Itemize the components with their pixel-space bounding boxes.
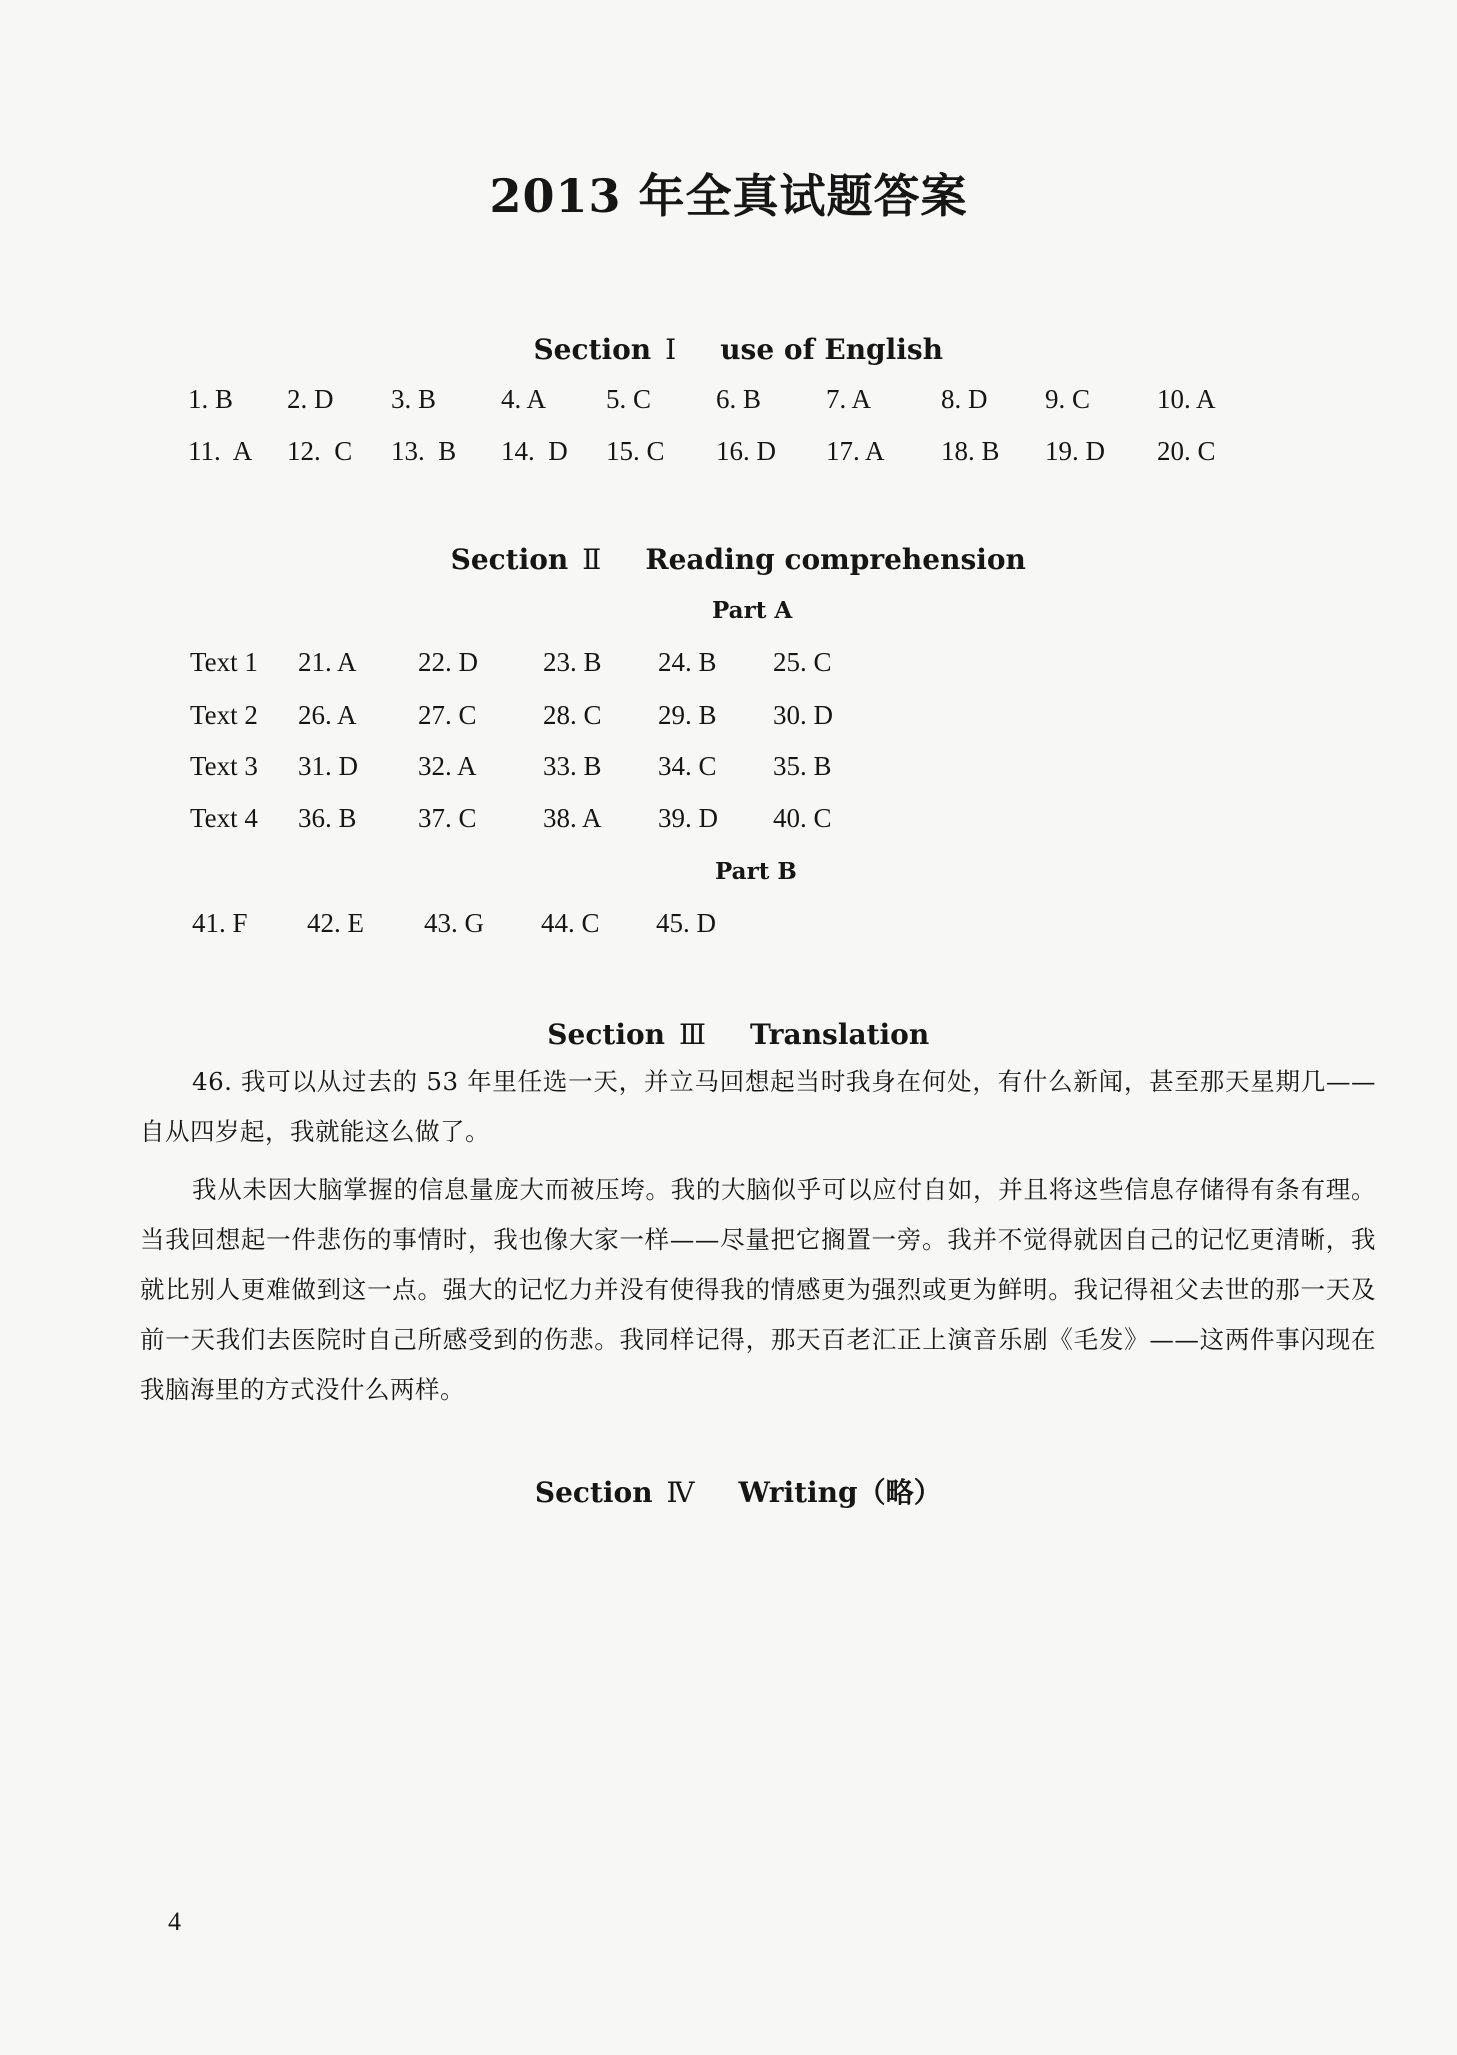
answer-34: 34. C — [658, 751, 717, 781]
answer-42: 42. E — [307, 908, 364, 938]
answer-32: 32. A — [418, 751, 477, 781]
answer-41: 41. F — [192, 908, 248, 938]
section-4-numeral: Ⅳ — [666, 1476, 695, 1509]
answer-13: 13. B — [391, 436, 457, 466]
answer-3: 3. B — [391, 384, 437, 414]
answer-33: 33. B — [543, 751, 602, 781]
section-3-label: Section — [547, 1018, 665, 1051]
text-4-label: Text 4 — [190, 803, 258, 833]
answer-8: 8. D — [941, 384, 988, 414]
answer-31: 31. D — [298, 751, 358, 781]
answer-10: 10. A — [1157, 384, 1216, 414]
translation-paragraph-1: 46. 我可以从过去的 53 年里任选一天，并立马回想起当时我身在何处，有什么新闻，甚至那天星期几——自从四岁起，我就能这么做了。 — [140, 1067, 1376, 1146]
answer-26: 26. A — [298, 700, 357, 730]
answer-7: 7. A — [826, 384, 872, 414]
answer-44: 44. C — [541, 908, 600, 938]
answer-43: 43. G — [424, 908, 484, 938]
section-4-name: Writing（略） — [738, 1476, 942, 1509]
section-1-heading — [0, 300, 1457, 366]
answer-40: 40. C — [773, 803, 832, 833]
section-2-label: Section — [450, 543, 569, 576]
answer-35: 35. B — [773, 751, 832, 781]
answer-14: 14. D — [501, 436, 568, 466]
section-3-numeral: Ⅲ — [678, 1018, 706, 1051]
page-number: 4 — [168, 1907, 181, 1936]
answer-45: 45. D — [656, 908, 716, 938]
answer-9: 9. C — [1045, 384, 1091, 414]
part-b-heading: Part B — [715, 858, 797, 885]
answer-37: 37. C — [418, 803, 477, 833]
answer-12: 12. C — [287, 436, 353, 466]
page-title: 2013 年全真试题答案 — [489, 169, 968, 223]
answer-36: 36. B — [298, 803, 357, 833]
text-1-label: Text 1 — [190, 647, 258, 677]
section-4-label: Section — [534, 1476, 653, 1509]
section-1-label: Section — [533, 333, 652, 366]
section-2-name: Reading comprehension — [645, 543, 1026, 576]
section-1-numeral: Ⅰ — [665, 333, 677, 366]
answer-39: 39. D — [658, 803, 718, 833]
section-3-name: Translation — [750, 1018, 930, 1051]
answer-30: 30. D — [773, 700, 833, 730]
answer-2: 2. D — [287, 384, 334, 414]
translation-paragraph-2: 我从未因大脑掌握的信息量庞大而被压垮。我的大脑似乎可以应付自如，并且将这些信息存储得有条有理。当我回想起一件悲伤的事情时，我也像大家一样——尽量把它搁置一旁。我并不觉得就因自己的记忆更清晰，我就比别人更难做到这一点。强大的记忆力并没有使得我的情感更为强烈或更为鲜明。我记得祖父去世的那一天及前一天我们去医院时自己所感受到的伤悲。我同样记得，那天百老汇正上演音乐剧《毛发》——这两件事闪现在我脑海里的方式没什么两样。 — [140, 1175, 1376, 1404]
answer-25: 25. C — [773, 647, 832, 677]
answer-18: 18. B — [941, 436, 1000, 466]
section-3-heading — [0, 985, 1457, 1051]
section-2-numeral: Ⅱ — [582, 543, 602, 576]
answer-24: 24. B — [658, 647, 717, 677]
part-a-heading: Part A — [712, 597, 793, 624]
section-4-heading — [0, 1438, 1457, 1511]
answer-16: 16. D — [716, 436, 776, 466]
answer-21: 21. A — [298, 647, 357, 677]
answer-27: 27. C — [418, 700, 477, 730]
answer-6: 6. B — [716, 384, 762, 414]
answer-20: 20. C — [1157, 436, 1216, 466]
answer-5: 5. C — [606, 384, 652, 414]
answer-4: 4. A — [501, 384, 547, 414]
section-2-heading — [0, 510, 1457, 576]
answer-19: 19. D — [1045, 436, 1105, 466]
answer-23: 23. B — [543, 647, 602, 677]
answer-11: 11. A — [188, 436, 253, 466]
text-3-label: Text 3 — [190, 751, 258, 781]
answer-38: 38. A — [543, 803, 602, 833]
answer-22: 22. D — [418, 647, 478, 677]
text-2-label: Text 2 — [190, 700, 258, 730]
answer-1: 1. B — [188, 384, 234, 414]
answer-15: 15. C — [606, 436, 665, 466]
answer-28: 28. C — [543, 700, 602, 730]
answer-17: 17. A — [826, 436, 885, 466]
section-1-name: use of English — [720, 333, 944, 366]
answer-29: 29. B — [658, 700, 717, 730]
